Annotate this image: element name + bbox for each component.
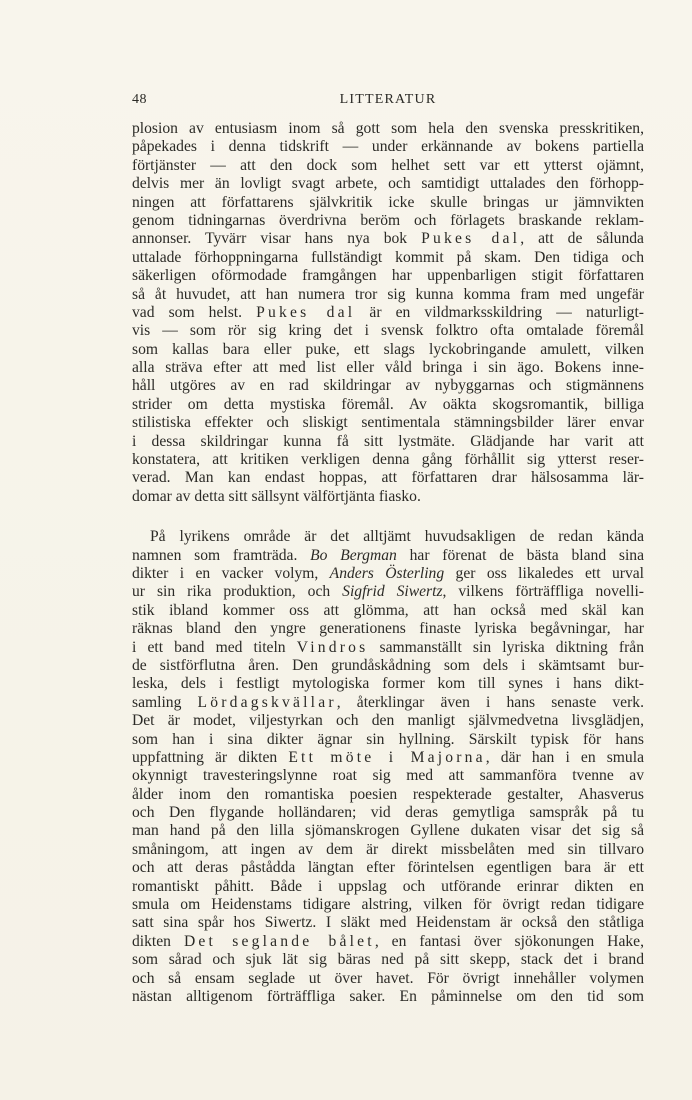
page-number: 48 xyxy=(132,92,147,107)
text-line: leska, dels i festligt mytologiska former kom till synes i hans dikt- xyxy=(132,675,644,693)
paragraph-2 xyxy=(132,528,644,1006)
text-line: i ett band med titeln Vindros sammanställt sin lyriska diktning från xyxy=(132,638,644,656)
text-line: så åt huvudet, att han numera tror sig kunna komma fram med ungefär xyxy=(132,285,644,303)
text-line: romantiskt påhitt. Både i uppslag och utförande erinrar dikten en xyxy=(132,877,644,895)
text-line: vis — som rör sig kring det i svensk folktro ofta omtalade föremål xyxy=(132,322,644,340)
text-line: uttalade förhoppningarna fullständigt kommit på skam. Den tidiga och xyxy=(132,248,644,266)
text-line: verad. Man kan endast hoppas, att författaren drar hälsosamma lär- xyxy=(132,469,644,487)
text-line: namnen som framträda. Bo Bergman har förenat de bästa bland sina xyxy=(132,546,645,564)
text-line: satt sina spår hos Siwertz. I släkt med Heidenstam är också den ståtliga xyxy=(132,914,644,932)
text-line: konstatera, att kritiken verkligen denna gång förhållit sig ytterst reser- xyxy=(132,451,644,469)
text-line: säkerligen oförmodade framgången har uppenbarligen stigit författaren xyxy=(132,267,644,285)
text-line: okynnigt travesteringslynne roat sig med att sammanföra tvenne av xyxy=(132,767,644,785)
text-line: annonser. Tyvärr visar hans nya bok Pukes dal, att de sålunda xyxy=(132,230,644,248)
text-line: alla sträva efter att med list eller våld bringa i sin ägo. Bokens inne- xyxy=(132,359,644,377)
text-line: småningom, att ingen av dem är direkt missbelåten med sin tillvaro xyxy=(132,840,644,858)
text-line: ålder inom den romantiska poesien respekterade gestalter, Ahasverus xyxy=(132,785,644,803)
text-line: uppfattning är dikten Ett möte i Majorna, där han i en smula xyxy=(132,748,644,766)
text-line: genom tidningarnas överdrivna beröm och förlagets braskande reklam- xyxy=(132,211,644,229)
text-line: nästan alltigenom förträffliga saker. En påminnelse om den tid som xyxy=(132,987,644,1005)
text-line: delvis mer än lovligt svagt arbete, och samtidigt uttalades den förhopp- xyxy=(132,175,644,193)
text-line: domar av detta sitt sällsynt välförtjänta fiasko. xyxy=(132,487,421,505)
text-line: som han i sina dikter ägnar sin hyllning. Särskilt typisk för hans xyxy=(132,730,644,748)
text-line: plosion av entusiasm inom så gott som hela den svenska presskritiken, xyxy=(132,120,644,137)
text-line: håll utgöres av en rad skildringar av nybyggarnas och stigmännens xyxy=(132,377,644,395)
text-line: Det är modet, viljestyrkan och den manligt självmedvetna livsglädjen, xyxy=(132,712,644,730)
text-line: samling Lördagskvällar, återklingar även i hans senaste verk. xyxy=(132,693,644,711)
text-line: de sistförflutna åren. Den grundåskådning som dels i skämtsamt bur- xyxy=(132,656,644,674)
text-line: ur sin rika produktion, och Sigfrid Siwertz, vilkens förträffliga novelli- xyxy=(132,583,644,601)
text-line: ningen att författarens självkritik icke skulle bringas ur jämnvikten xyxy=(132,193,644,211)
text-line: räknas bland den yngre generationens finaste lyriska begåvningar, har xyxy=(132,620,644,638)
page-body xyxy=(132,120,644,1006)
paragraph-1 xyxy=(132,120,644,506)
text-line: som kallas bara eller puke, ett slags lyckobringande amulett, vilken xyxy=(132,340,644,358)
text-line: strider om detta mystiska föremål. Av oäkta skogsromantik, billiga xyxy=(132,395,644,413)
text-line: som sårad och sjuk lät sig bäras ned på sitt skepp, stack det i brand xyxy=(132,951,644,969)
text-line: förtjänster — att den dock som helhet sett var ett ytterst ojämnt, xyxy=(132,156,644,174)
running-title: LITTERATUR xyxy=(339,92,437,107)
text-line: dikten Det seglande bålet, en fantasi över sjökonungen Hake, xyxy=(132,932,644,950)
text-line: och att deras påstådda längtan efter förintelsen egentligen bara är ett xyxy=(132,859,644,877)
text-line: och Den flygande holländaren; vid deras gemytliga samspråk på tu xyxy=(132,804,644,822)
text-line: stilistiska effekter och sliskigt sentimentala stämningsbilder lärer envar xyxy=(132,414,644,432)
text-line: och så ensam seglade ut över havet. För övrigt innehåller volymen xyxy=(132,969,644,987)
text-line: i dessa skildringar kunna få sitt lystmäte. Glädjande har varit att xyxy=(132,432,644,450)
text-line: man hand på den lilla sjömanskrogen Gyllene dukaten visar det sig så xyxy=(132,822,644,840)
text-line: smula om Heidenstams tidigare alstring, vilken för övrigt redan tidigare xyxy=(132,896,644,914)
text-line: stik ibland kommer oss att glömma, att han också med skäl kan xyxy=(132,601,644,619)
text-line: påpekades i denna tidskrift — under erkännande av bokens partiella xyxy=(132,138,644,156)
text-line: På lyrikens område är det alltjämt huvudsakligen de redan kända xyxy=(150,528,644,546)
text-line: dikter i en vacker volym, Anders Österling ger oss likaledes ett urval xyxy=(132,564,644,582)
page-header xyxy=(132,92,644,112)
text-line: vad som helst. Pukes dal är en vildmarksskildring — naturligt- xyxy=(132,303,644,321)
